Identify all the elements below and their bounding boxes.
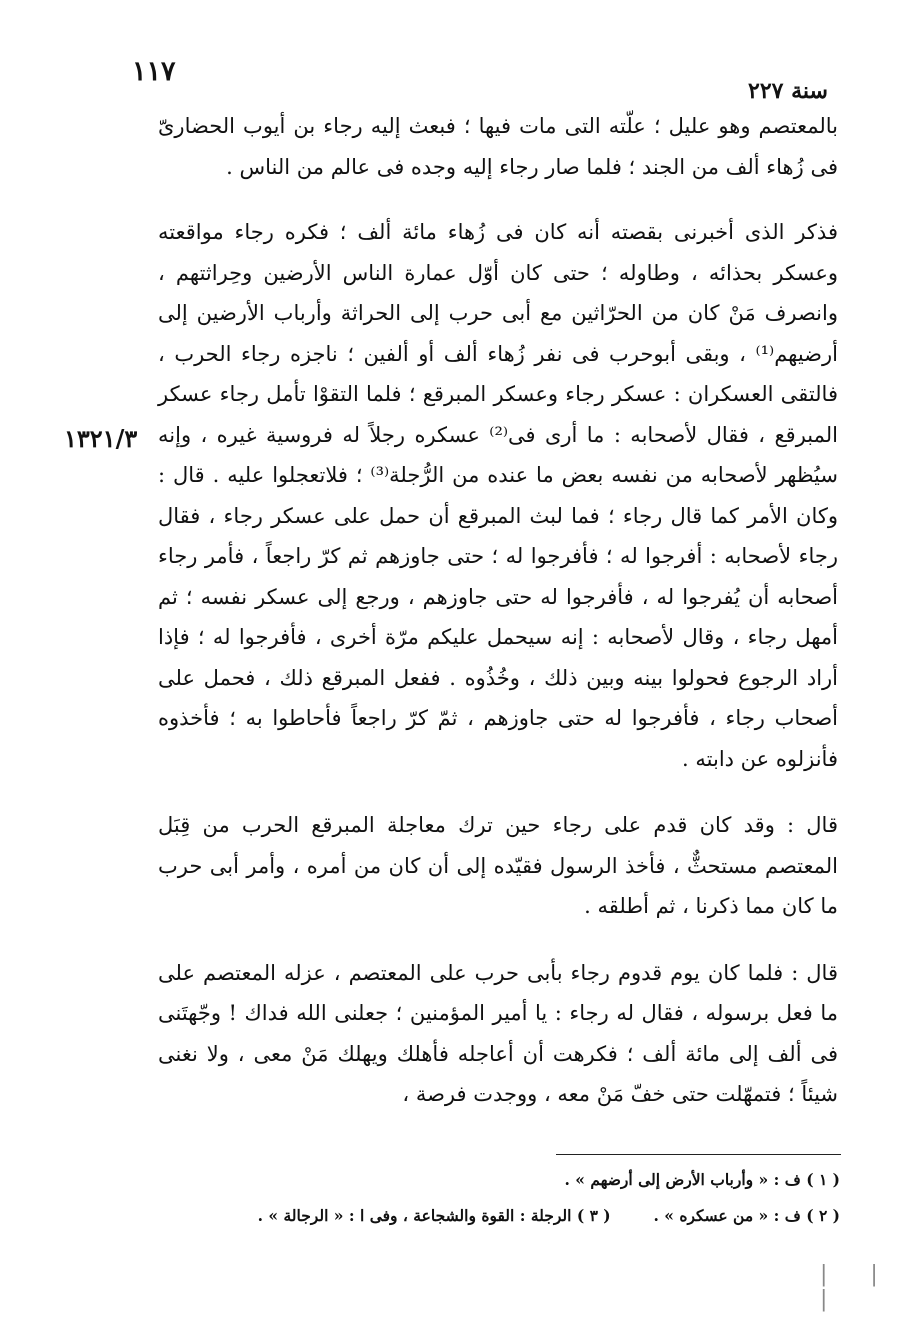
running-header-year: سنة ٢٢٧: [748, 78, 828, 104]
footnote: ( ١ ) ف : « وأرباب الأرض إلى أرضهم » .: [564, 1170, 840, 1189]
footnote-row: [140, 1198, 840, 1234]
paragraph: فذكر الذى أخبرنى بقصته أنه كان فى زُهاء مائة ألف ؛ فكره رجاء مواقعته وعسكر بحذائه ، وطاوله ؛ حتى كان أوّل عمارة الناس الأرضين وحِراثتهم ، وانصرف مَنْ كان من الحرّاثين مع أبى حرب إلى الحراثة وأرباب الأرضين إلى أرضيهم⁽¹⁾ ، وبقى أبوحرب فى نفر زُهاء ألف أو ألفين ؛ ناجزه رجاء الحرب ، فالتقى العسكران : عسكر رجاء وعسكر المبرقع ؛ فلما التقوْا تأمل رجاء عسكر المبرقع ، فقال لأصحابه : ما أرى فى⁽²⁾ عسكره رجلاً له فروسية غيره ، وإنه سيُظهر لأصحابه من نفسه بعض ما عنده من الرُّجلة⁽³⁾ ؛ فلاتعجلوا عليه . قال : وكان الأمر كما قال رجاء ؛ فما لبث المبرقع أن حمل على عسكر رجاء ، فقال رجاء لأصحابه : أفرجوا له ؛ فأفرجوا له ؛ حتى جاوزهم ثم كرّ راجعاً ، فأمر رجاء أصحابه أن يُفرجوا له ، فأفرجوا له حتى جاوزهم ، ورجع إلى عسكر نفسه ؛ ثم أمهل رجاء ، وقال لأصحابه : إنه سيحمل عليكم مرّة أخرى ، فأفرجوا له ؛ فإذا أراد الرجوع فحولوا بينه وبين ذلك ، وخُذُوه . ففعل المبرقع ذلك ، فحمل على أصحاب رجاء ، فأفرجوا له حتى جاوزهم ، ثمّ كرّ راجعاً فأحاطوا به ؛ فأخذوه فأنزلوه عن دابته .: [158, 220, 838, 771]
footnote: ( ٢ ) ف : « من عسكره » .: [653, 1206, 840, 1225]
main-text: [158, 106, 838, 1115]
footnote: ( ٣ ) الرجلة : القوة والشجاعة ، وفى ا : « الرجالة » .: [257, 1206, 611, 1225]
footnote-divider: [556, 1154, 841, 1155]
page-number: ١١٧: [132, 56, 176, 87]
paragraph: قال : فلما كان يوم قدوم رجاء بأبى حرب على المعتصم ، عزله المعتصم على ما فعل برسوله ، فقال له رجاء : يا أمير المؤمنين ؛ جعلنى الله فداك ! وجّهتَنى فى ألف إلى مائة ألف ؛ فكرهت أن أعاجله فأهلك ويهلك مَنْ معى ، ولا نغنى شيئاً ؛ فتمهّلت حتى خفّ مَنْ معه ، ووجدت فرصة ،: [158, 960, 838, 1106]
margin-reference: ١٣٢١/٣: [64, 424, 138, 453]
paragraph: بالمعتصم وهو عليل ؛ علّته التى مات فيها ؛ فبعث إليه رجاء بن أيوب الحضارىّ فى زُهاء ألف من الجند ؛ فلما صار رجاء إليه وجده فى عالم من الناس .: [158, 114, 838, 179]
paragraph: قال : وقد كان قدم على رجاء حين ترك معاجلة المبرقع الحرب من قِبَل المعتصم مستحثٌّ ، فأخذ الرسول فقيّده إلى أن كان من أمره ، وأمر أبى حرب ما كان مما ذكرنا ، ثم أطلقه .: [158, 813, 838, 918]
scan-marks: | | |: [820, 1262, 896, 1312]
footnotes: [140, 1162, 840, 1234]
footnote-row: [140, 1162, 840, 1198]
